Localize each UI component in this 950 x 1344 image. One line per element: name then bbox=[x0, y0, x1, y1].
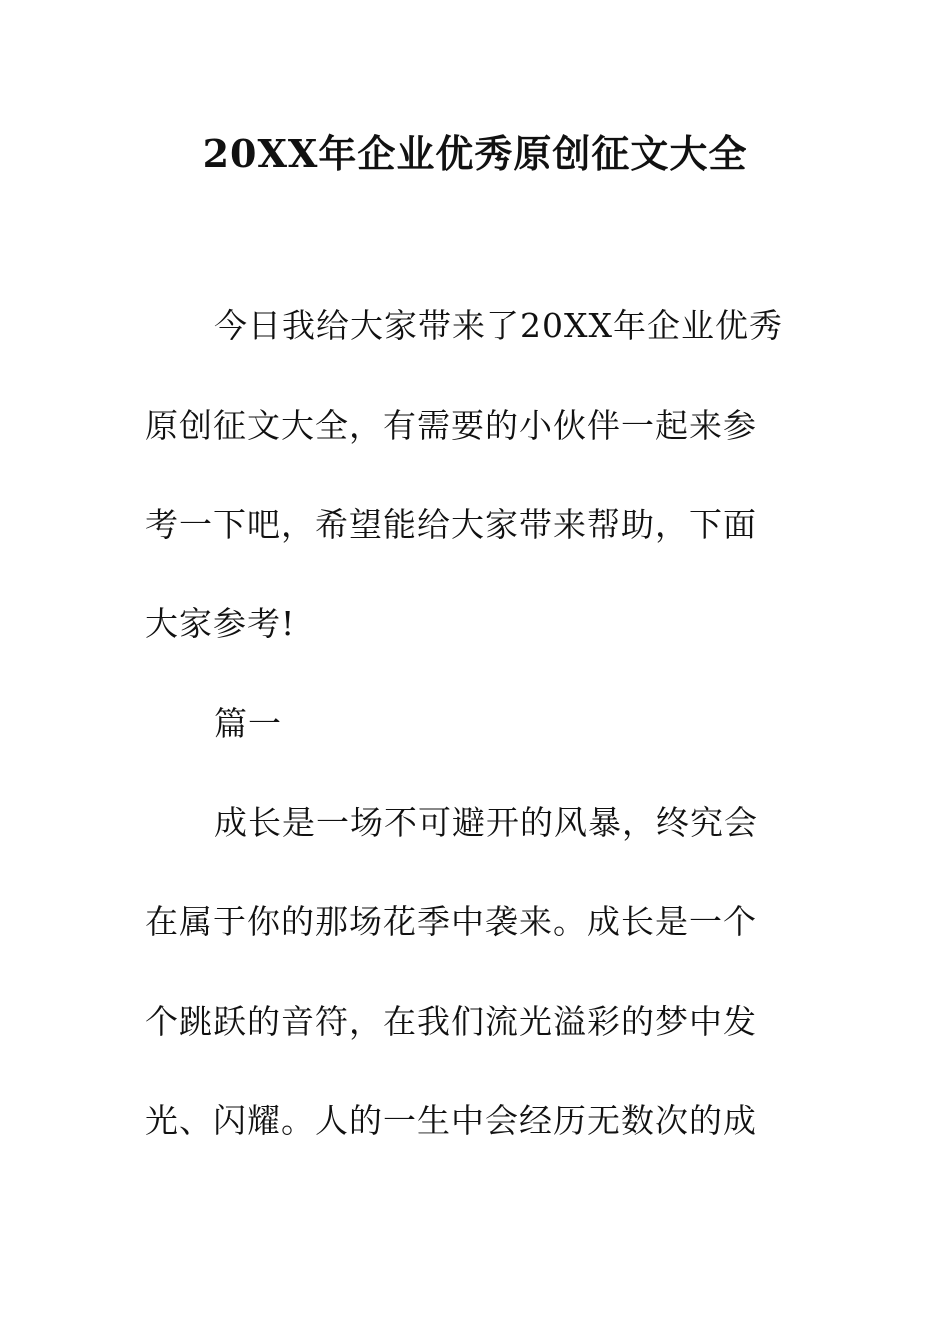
paragraph-intro-line-2: 原创征文大全，有需要的小伙伴一起来参 bbox=[145, 406, 757, 445]
paragraph-body-line-1: 成长是一场不可避开的风暴，终究会 bbox=[214, 803, 758, 842]
paragraph-body-line-4: 光、闪耀。人的一生中会经历无数次的成 bbox=[145, 1101, 757, 1140]
section-heading: 篇一 bbox=[214, 704, 282, 743]
paragraph-intro-line-1: 今日我给大家带来了20XX年企业优秀 bbox=[214, 306, 783, 345]
paragraph-intro-line-3: 考一下吧，希望能给大家带来帮助，下面 bbox=[145, 505, 757, 544]
document-title: 20XX年企业优秀原创征文大全 bbox=[202, 131, 748, 176]
paragraph-body-line-2: 在属于你的那场花季中袭来。成长是一个 bbox=[145, 902, 757, 941]
paragraph-intro-line-4: 大家参考! bbox=[145, 604, 296, 643]
paragraph-body-line-3: 个跳跃的音符，在我们流光溢彩的梦中发 bbox=[145, 1002, 757, 1041]
